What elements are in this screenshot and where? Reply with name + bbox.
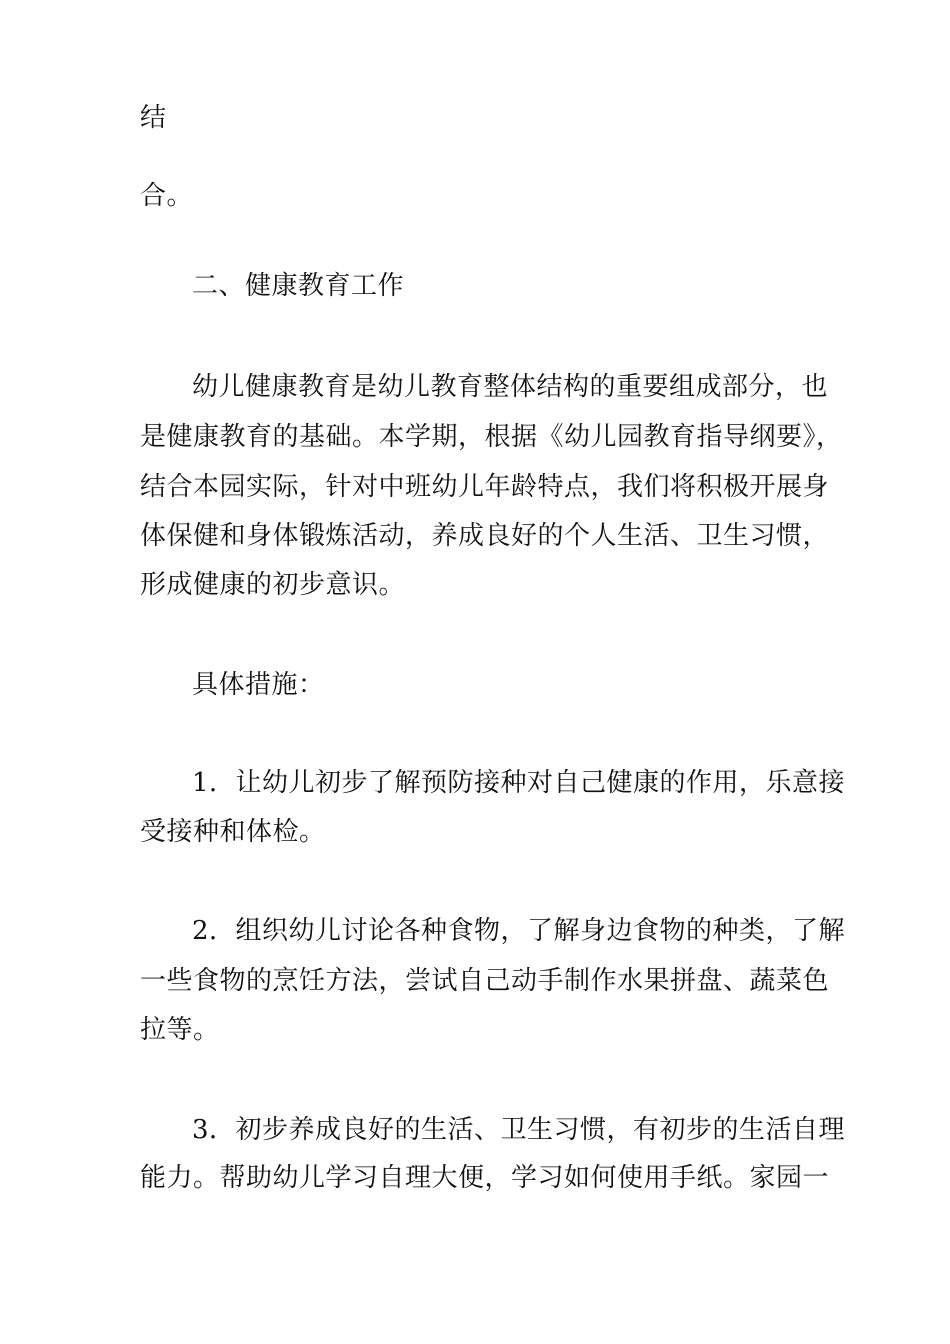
text-fragment: 结: [140, 103, 167, 133]
list-item-line: 拉等。: [140, 1015, 220, 1045]
measures-label: 具体措施：: [192, 670, 325, 700]
paragraph-line: 幼儿健康教育是幼儿教育整体结构的重要组成部分，也: [192, 372, 829, 402]
list-item-line: 一些食物的烹饪方法，尝试自己动手制作水果拼盘、蔬菜色: [140, 966, 830, 996]
text-fragment: 合。: [140, 181, 194, 211]
list-item-line: 3．初步养成良好的生活、卫生习惯，有初步的生活自理: [192, 1115, 846, 1145]
list-item-line: 受接种和体检。: [140, 817, 326, 847]
paragraph-line: 结合本园实际，针对中班幼儿年龄特点，我们将积极开展身: [140, 472, 830, 502]
list-item-line: 1．让幼儿初步了解预防接种对自己健康的作用，乐意接: [192, 768, 846, 798]
list-item-line: 能力。帮助幼儿学习自理大便，学习如何使用手纸。家园一: [140, 1163, 830, 1193]
list-item-line: 2．组织幼儿讨论各种食物，了解身边食物的种类，了解: [192, 916, 846, 946]
section-heading: 二、健康教育工作: [192, 271, 405, 301]
paragraph-line: 是健康教育的基础。本学期，根据《幼儿园教育指导纲要》，: [140, 422, 843, 452]
paragraph-line: 形成健康的初步意识。: [140, 570, 406, 600]
paragraph-line: 体保健和身体锻炼活动，养成良好的个人生活、卫生习惯，: [140, 521, 830, 551]
